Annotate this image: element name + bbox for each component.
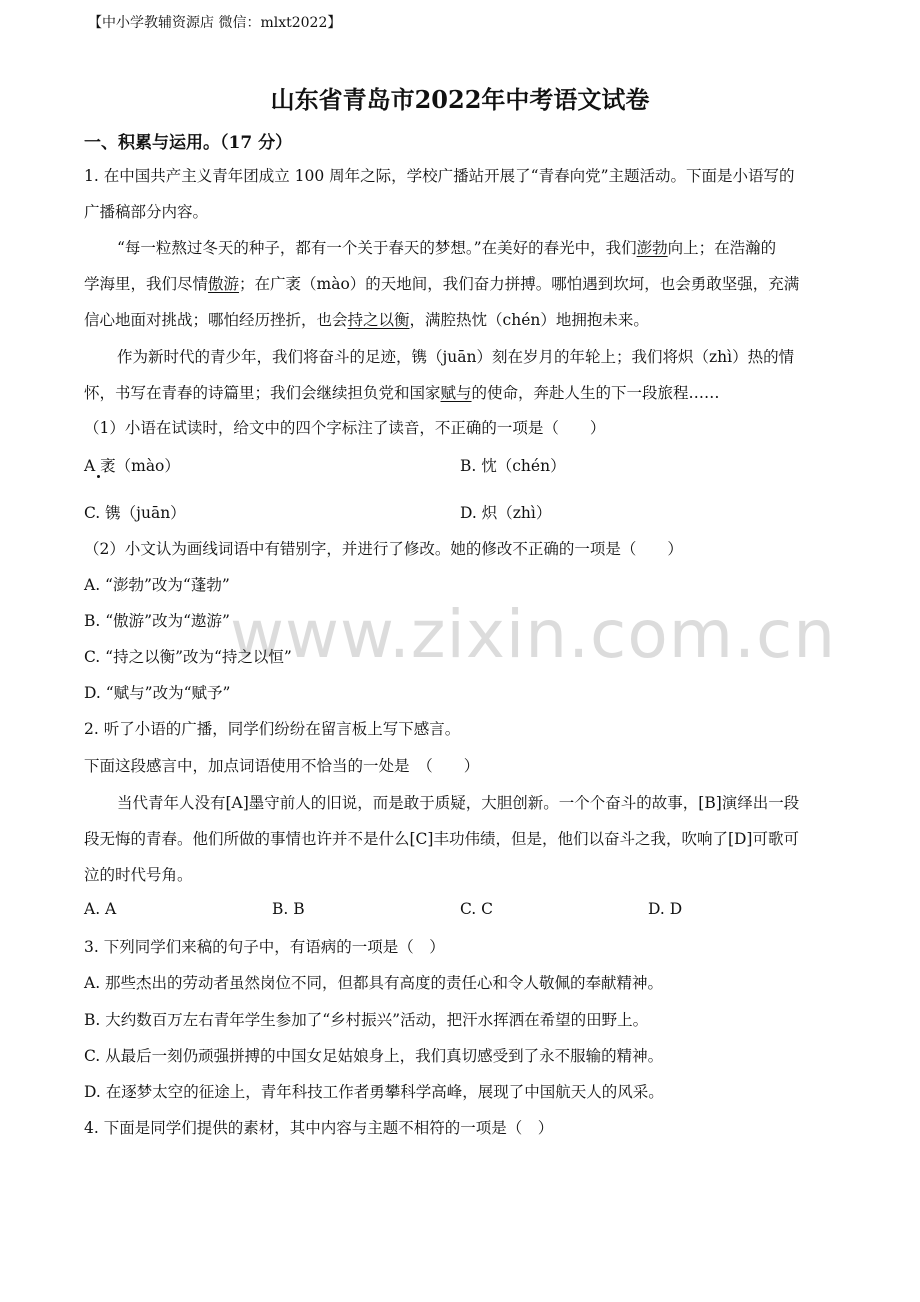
- passage-text: 向上；在浩瀚的: [667, 239, 777, 257]
- q1-sub2-stem: （2）小文认为画线词语中有错别字，并进行了修改。她的修改不正确的一项是（ ）: [84, 540, 683, 558]
- q1-stem-line1: 1. 在中国共产主义青年团成立 100 周年之际，学校广播站开展了“青春向党”主题活动。下面是小语写的: [84, 167, 795, 185]
- q2-option-a: A. A: [84, 900, 117, 918]
- passage-text: 怀，书写在青春的诗篇里；我们会继续担负党和国家: [84, 384, 441, 402]
- q2-passage-line2: 段无悔的青春。他们所做的事情也许并不是什么[C]丰功伟绩，但是，他们以奋斗之我，吹响了[D]可歌可: [84, 830, 799, 848]
- q2-option-d: D. D: [648, 900, 683, 918]
- q1-sub1-option-a: A 袤（mào）: [84, 457, 180, 475]
- passage-text: 学海里，我们尽情: [84, 275, 209, 293]
- q1-sub1-option-c: C. 镌（juān）: [84, 504, 186, 522]
- q2-stem-line2: 下面这段感言中，加点词语使用不恰当的一处是 （ ）: [84, 757, 480, 775]
- section-heading: 一、积累与运用。（17 分）: [84, 133, 293, 153]
- q3-option-d: D. 在逐梦太空的征途上，青年科技工作者勇攀科学高峰，展现了中国航天人的风采。: [84, 1083, 664, 1101]
- q2-passage-line1: 当代青年人没有[A]墨守前人的旧说，而是敢于质疑，大胆创新。一个个奋斗的故事，[B]演绎出一段: [117, 794, 800, 812]
- q1-passage-line1: [117, 236, 776, 258]
- underlined-word: 傲游: [208, 275, 240, 293]
- q2-stem-line1: 2. 听了小语的广播，同学们纷纷在留言板上写下感言。: [84, 720, 461, 738]
- q3-option-b: B. 大约数百万左右青年学生参加了“乡村振兴”活动，把汗水挥洒在希望的田野上。: [84, 1011, 649, 1029]
- passage-text: 的使命，奔赴人生的下一段旅程……: [471, 384, 720, 402]
- q1-passage-line5: [84, 381, 720, 403]
- q1-sub1-stem: （1）小语在试读时，给文中的四个字标注了读音，不正确的一项是（ ）: [84, 419, 606, 437]
- passage-text: ；在广袤（mào）的天地间，我们奋力拼搏。哪怕遇到坎坷，也会勇敢坚强，充满: [239, 275, 800, 293]
- passage-text: ，满腔热忱（chén）地拥抱未来。: [409, 311, 649, 329]
- q1-sub2-option-b: B. “傲游”改为“遨游”: [84, 612, 230, 630]
- q3-stem: 3. 下列同学们来稿的句子中，有语病的一项是（ ）: [84, 938, 445, 956]
- q4-stem: 4. 下面是同学们提供的素材，其中内容与主题不相符的一项是（ ）: [84, 1119, 554, 1137]
- q1-passage-line2: [84, 272, 799, 294]
- q1-sub2-option-d: D. “赋与”改为“赋予”: [84, 684, 231, 702]
- q2-passage-line3: 泣的时代号角。: [84, 866, 193, 884]
- q3-option-a: A. 那些杰出的劳动者虽然岗位不同，但都具有高度的责任心和令人敬佩的奉献精神。: [84, 974, 664, 992]
- page-title: 山东省青岛市2022年中考语文试卷: [270, 85, 650, 114]
- q1-sub1-option-d: D. 炽（zhì）: [460, 504, 552, 522]
- underlined-word: 持之以衡: [347, 311, 410, 329]
- emphasis-dot: [97, 475, 100, 478]
- q1-sub1-option-b: B. 忱（chén）: [460, 457, 566, 475]
- header-note: 【中小学教辅资源店 微信：mlxt2022】: [88, 15, 342, 31]
- underlined-word: 澎勃: [636, 239, 668, 257]
- watermark: www.zixin.com.cn: [230, 596, 837, 673]
- q2-option-c: C. C: [460, 900, 494, 918]
- passage-text: 信心地面对挑战；哪怕经历挫折，也会: [84, 311, 348, 329]
- underlined-word: 赋与: [440, 384, 472, 402]
- q1-passage-line4: 作为新时代的青少年，我们将奋斗的足迹，镌（juān）刻在岁月的年轮上；我们将炽（zhì）热的情: [117, 348, 795, 366]
- q1-stem-line2: 广播稿部分内容。: [84, 203, 209, 221]
- q1-passage-line3: [84, 308, 649, 330]
- passage-text: “每一粒熬过冬天的种子，都有一个关于春天的梦想。”在美好的春光中，我们: [117, 239, 637, 257]
- q1-sub2-option-c: C. “持之以衡”改为“持之以恒”: [84, 648, 292, 666]
- q1-sub2-option-a: A. “澎勃”改为“蓬勃”: [84, 576, 230, 594]
- q2-option-b: B. B: [272, 900, 305, 918]
- q3-option-c: C. 从最后一刻仍顽强拼搏的中国女足姑娘身上，我们真切感受到了永不服输的精神。: [84, 1047, 664, 1065]
